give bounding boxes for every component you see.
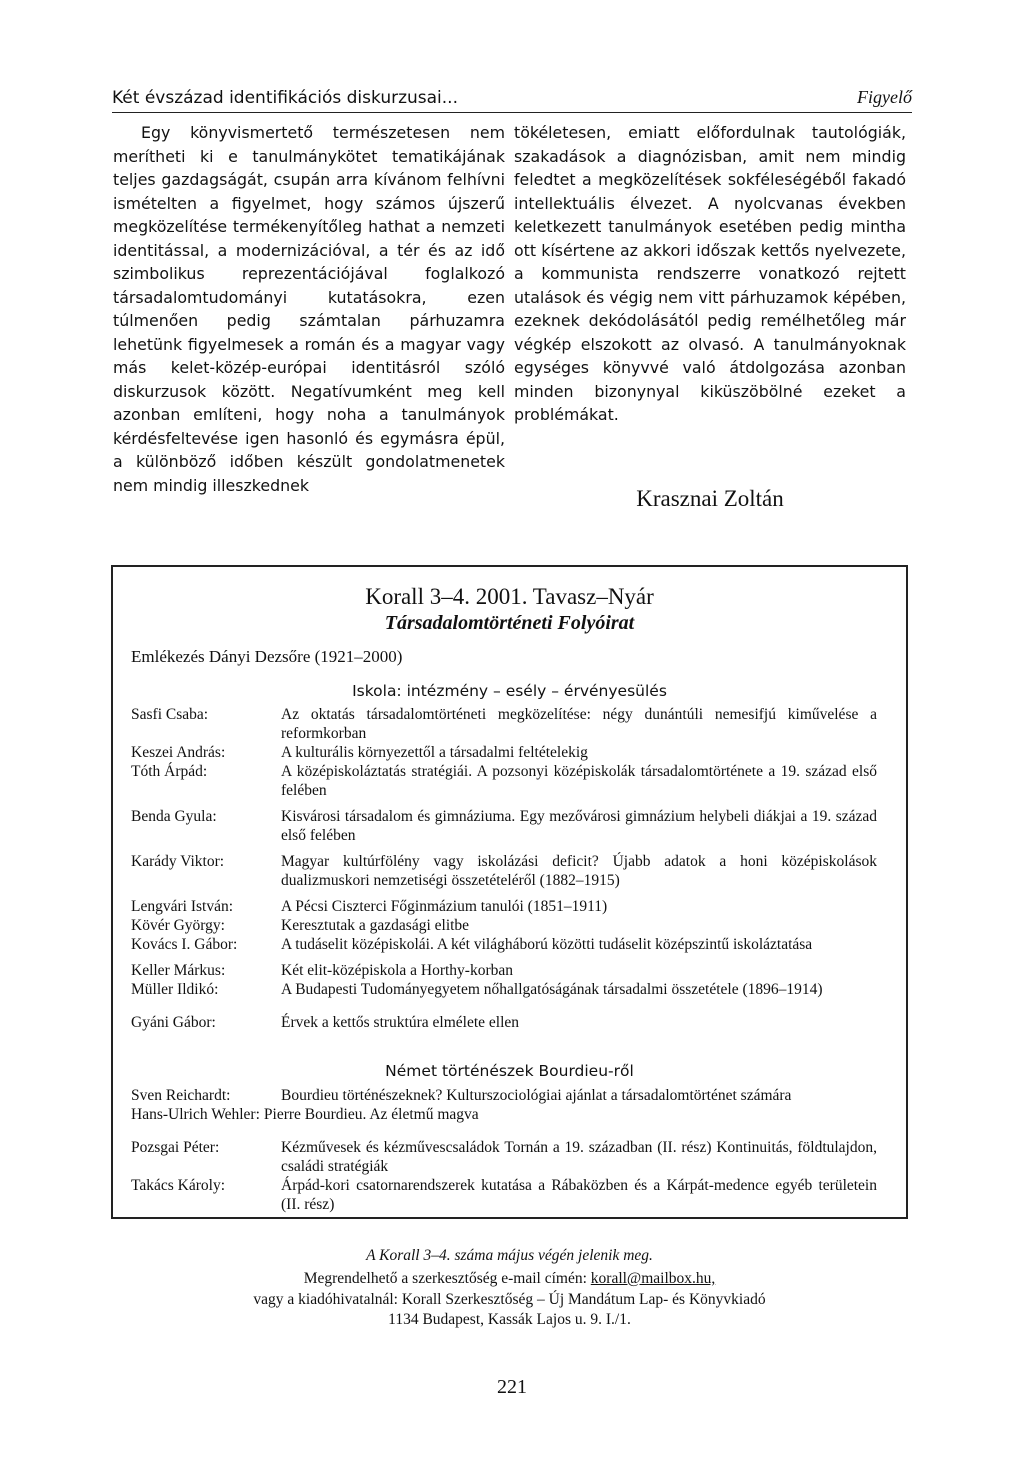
toc-author: Hans-Ulrich Wehler: — [131, 1106, 260, 1123]
review-column-left — [113, 121, 505, 497]
toc-title: Árpád-kori csatornarendszerek kutatása a Rábaközben és a Kárpát-medence egyéb területein (II. rész) — [281, 1177, 877, 1213]
toc-author: Karády Viktor: — [131, 853, 225, 870]
memorial-entry: Emlékezés Dányi Dezsőre (1921–2000) — [131, 647, 403, 666]
toc-row — [131, 1138, 877, 1176]
toc-author: Müller Ildikó: — [131, 981, 219, 998]
toc-title: Magyar kultúrfölény vagy iskolázási deficit? Újabb adatok a honi középiskolások dualizmuskori nemzetiségi összetételéről (1882–1915) — [281, 853, 877, 889]
section-heading-bourdieu: Német történészek Bourdieu-ről — [385, 1062, 634, 1080]
toc-author: Sasfi Csaba: — [131, 706, 209, 723]
toc-author: Keszei András: — [131, 744, 226, 761]
toc-title: A középiskoláztatás stratégiái. A pozsonyi középiskolák társadalomtörténete a 19. század első felében — [281, 763, 877, 799]
toc-row — [131, 935, 877, 954]
release-note: A Korall 3–4. száma május végén jelenik meg. — [366, 1247, 653, 1264]
page-number: 221 — [497, 1376, 527, 1398]
review-paragraph-left: Egy könyvismertető természetesen nem merítheti ki e tanulmánykötet tematikájának teljes gazdagságát, csupán arra kívánom felhívni ismételten a figyelmet, hogy számos újszerű megközelítése termékenyítőleg hathat a nemzeti identitással, a modernizációval, a tér és az idő szimbolikus reprezentációjával foglalkozó társadalomtudományi kutatásokra, ezen túlmenően pedig számtalan párhuzamra lehetünk figyelmesek a román és a magyar vagy más kelet-közép-európai identitásról szóló diskurzusok között. Negatívumként meg kell azonban említeni, hogy noha a tanulmányok kérdésfeltevése igen hasonló és egymásra épül, a különböző időben készült gondolatmenetek nem mindig illeszkednek — [113, 123, 505, 495]
toc-title: Két elit-középiskola a Horthy-korban — [281, 962, 513, 979]
toc-author: Kövér György: — [131, 917, 225, 934]
review-paragraph-right: tökéletesen, emiatt előfordulnak tautológiák, szakadások a diagnózisban, amit nem mindig feledtet a megközelítések sokféleségéből fakadó intellektuális élvezet. A nyolcvanas években keletkezett tanulmányok esetében pedig mintha ott kísértene az akkori időszak kettős nyelvezete, a kommunista rendszerre vonatkozó rejtett utalások és végig nem vitt párhuzamok képében, ezeknek dekódolásától pedig remélhetőleg már végkép elszokott az olvasó. A tanulmányoknak egységes könyvvé való átdolgozása azonban minden bizonynyal kiküszöbölné ezeket a problémákat. — [514, 123, 906, 424]
journal-subtitle: Társadalomtörténeti Folyóirat — [384, 612, 635, 634]
toc-title: Az oktatás társadalomtörténeti megközelítése: négy dunántúli nemesifjú kiművelése a reformkorban — [281, 706, 877, 742]
toc-author: Tóth Árpád: — [131, 763, 208, 780]
running-title: Két évszázad identifikációs diskurzusai... — [112, 88, 458, 108]
toc-row — [131, 897, 877, 916]
journal-title: Korall 3–4. 2001. Tavasz–Nyár — [365, 584, 654, 609]
toc-row — [131, 916, 877, 935]
toc-title: A kulturális környezettől a társadalmi feltételekig — [281, 744, 588, 761]
toc-list-bourdieu — [131, 1086, 877, 1214]
toc-author: Lengvári István: — [131, 898, 234, 915]
toc-row — [131, 1013, 877, 1032]
toc-author: Keller Márkus: — [131, 962, 226, 979]
section-heading-school: Iskola: intézmény – esély – érvényesülés — [352, 682, 667, 700]
journal-advertisement — [111, 565, 908, 1328]
toc-row — [131, 705, 877, 743]
toc-row — [131, 743, 877, 762]
toc-row — [131, 1086, 877, 1105]
toc-title: Kisvárosi társadalom és gimnáziuma. Egy mezővárosi gimnázium helybeli diákjai a 19. század első felében — [281, 808, 877, 844]
toc-list-school — [131, 705, 877, 1032]
toc-row — [131, 1176, 877, 1214]
toc-author: Pozsgai Péter: — [131, 1139, 220, 1156]
order-address: 1134 Budapest, Kassák Lajos u. 9. I./1. — [388, 1311, 631, 1328]
order-info — [113, 1269, 906, 1331]
section-name: Figyelő — [857, 87, 912, 107]
toc-author: Kovács I. Gábor: — [131, 936, 238, 953]
order-prefix: Megrendelhető a szerkesztőség e-mail címén: — [303, 1270, 587, 1287]
toc-row — [131, 961, 877, 980]
toc-title: A Budapesti Tudományegyetem nőhallgatóságának társadalmi összetétele (1896–1914) — [281, 981, 823, 998]
toc-row — [131, 1105, 877, 1124]
toc-row — [131, 852, 877, 890]
toc-title: Bourdieu történészeknek? Kulturszociológiai ajánlat a társadalomtörténet számára — [281, 1087, 792, 1104]
toc-author: Benda Gyula: — [131, 808, 217, 825]
toc-row — [131, 980, 877, 999]
review-author: Krasznai Zoltán — [636, 486, 784, 511]
toc-author: Sven Reichardt: — [131, 1087, 231, 1104]
order-publisher: vagy a kiadóhivatalnál: Korall Szerkesztőség – Új Mandátum Lap- és Könyvkiadó — [253, 1290, 766, 1308]
toc-title: A Pécsi Ciszterci Főginmázium tanulói (1851–1911) — [281, 898, 608, 915]
toc-title: Kézművesek és kézművescsaládok Tornán a 19. században (II. rész) Kontinuitás, földtulajdon, családi stratégiák — [281, 1139, 877, 1175]
running-header — [112, 82, 912, 113]
review-column-right — [514, 121, 906, 427]
toc-title: Keresztutak a gazdasági elitbe — [281, 917, 470, 934]
toc-row — [131, 807, 877, 845]
toc-row — [131, 762, 877, 800]
email-link[interactable]: korall@mailbox.hu, — [590, 1270, 716, 1287]
toc-author: Takács Károly: — [131, 1177, 226, 1194]
toc-title: Érvek a kettős struktúra elmélete ellen — [281, 1014, 520, 1031]
toc-author: Gyáni Gábor: — [131, 1014, 216, 1031]
toc-title: Pierre Bourdieu. Az életmű magva — [263, 1106, 479, 1123]
toc-title: A tudáselit középiskolái. A két világháború közötti tudáselit középszintű iskoláztatása — [281, 936, 813, 953]
